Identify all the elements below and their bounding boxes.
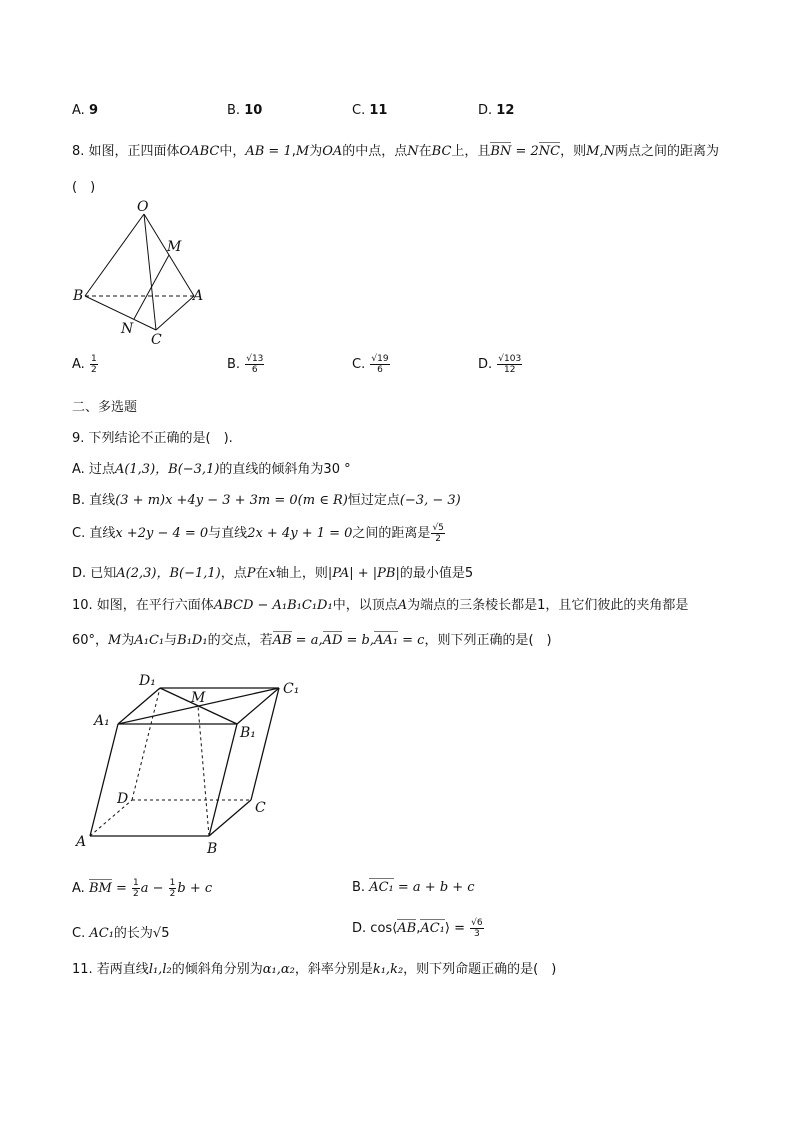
label-b: B (73, 288, 84, 304)
label-a: A (76, 834, 87, 850)
q7-option-d: D. 12 (478, 103, 515, 118)
label-b: B (207, 841, 218, 857)
label-c: C (151, 332, 162, 348)
section-heading-multiple-choice: 二、多选题 (72, 400, 138, 415)
q10-stem-line1: 10. 如图，在平行六面体ABCD − A₁B₁C₁D₁中，以顶点A为端点的三条棱长都是1，且它们彼此的夹角都是 (72, 598, 689, 613)
q10-stem-line2: 60°，M为A₁C₁与B₁D₁的交点，若AB = a,AD = b,AA₁ = c，则下列正确的是( ) (72, 633, 552, 648)
label-d: D (117, 791, 129, 807)
label-a: A (193, 288, 204, 304)
q9-option-d: D. 已知A(2,3)，B(−1,1)，点P在x轴上，则|PA| + |PB|的最小值是5 (72, 566, 474, 581)
q9-option-a: A. 过点A(1,3)，B(−3,1)的直线的倾斜角为30 ° (72, 462, 351, 477)
tetrahedron-figure (66, 196, 216, 348)
label-n: N (121, 321, 134, 337)
q8-option-c: C. $\frac{√19}{6}$ (352, 354, 389, 375)
q9-option-c: C. 直线x +2y − 4 = 0与直线2x + 4y + 1 = 0之间的距离是 $\frac{√5}{2}$ (72, 523, 444, 544)
q8-option-d: D. $\frac{√103}{12}$ (478, 354, 522, 375)
q10-option-b: B. AC₁ = a + b + c (352, 880, 475, 895)
q8-stem: 8. 如图，正四面体OABC中，AB = 1,M为OA的中点，点N在BC上，且BN = 2NC，则M,N两点之间的距离为 (72, 144, 719, 159)
label-c: C (255, 800, 266, 816)
label-m: M (191, 690, 206, 706)
label-m: M (167, 239, 182, 255)
q7-option-c: C. 11 (352, 103, 388, 118)
q8-answer-paren: ( ) (72, 180, 96, 195)
q10-option-d: D. cos⟨AB,AC₁⟩ = $\frac{√6}{3}$ (352, 918, 483, 939)
label-o: O (137, 199, 149, 215)
q11-stem: 11. 若两直线l₁,l₂的倾斜角分别为α₁,α₂，斜率分别是k₁,k₂，则下列命题正确的是( ) (72, 962, 557, 977)
q8-option-a: A. $\frac{1}{2}$ (72, 354, 97, 375)
q8-option-b: B. $\frac{√13}{6}$ (227, 354, 264, 375)
q10-option-a: A. BM = $\frac{1}{2}$ a − $\frac{1}{2}$ b + c (72, 878, 213, 899)
label-a1: A₁ (94, 713, 110, 729)
parallelepiped-figure (70, 664, 310, 860)
label-c1: C₁ (283, 681, 300, 697)
q9-stem: 9. 下列结论不正确的是( ). (72, 431, 233, 446)
q10-option-c: C. AC₁的长为√5 (72, 926, 170, 941)
q7-option-b: B. 10 (227, 103, 263, 118)
label-b1: B₁ (240, 725, 256, 741)
q7-option-a: A. 9 (72, 103, 98, 118)
label-d1: D₁ (139, 673, 156, 689)
q9-option-b: B. 直线(3 + m)x +4y − 3 + 3m = 0(m ∈ R)恒过定点(−3, − 3) (72, 493, 461, 508)
